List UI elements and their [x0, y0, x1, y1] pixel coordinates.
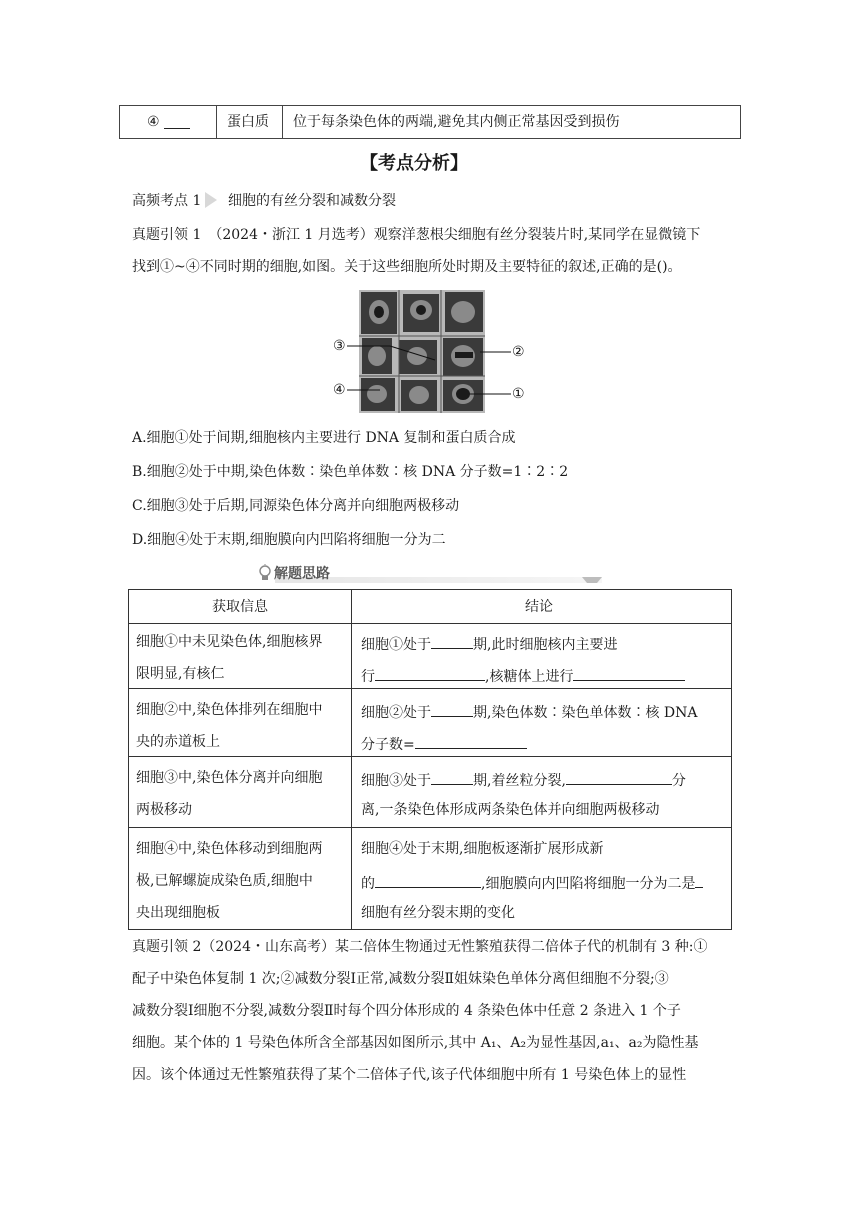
- q2-line5: 因。该个体通过无性繁殖获得了某个二倍体子代,该子代体细胞中所有 1 号染色体上的显性: [132, 1067, 687, 1083]
- row1-conclusion-line1: 细胞①处于 期,此时细胞核内主要进: [361, 632, 617, 655]
- row4-conclusion-line3: 细胞有丝分裂末期的变化: [361, 905, 515, 921]
- row2-info-line1: 细胞②中,染色体排列在细胞中: [136, 702, 323, 718]
- row4-info-line2: 极,已解螺旋成染色质,细胞中: [136, 873, 313, 889]
- kaodian-name: 细胞的有丝分裂和减数分裂: [228, 193, 396, 209]
- option-d: D.细胞④处于末期,细胞膜向内凹陷将细胞一分为二: [132, 532, 446, 548]
- header-conclusion: 结论: [525, 599, 553, 615]
- option-c: C.细胞③处于后期,同源染色体分离并向细胞两极移动: [132, 498, 460, 514]
- option-a: A.细胞①处于间期,细胞核内主要进行 DNA 复制和蛋白质合成: [132, 430, 516, 446]
- row-type: 蛋白质: [227, 114, 269, 130]
- figure-label-3: ③: [333, 338, 346, 354]
- q1-line1: 真题引领 1 （2024・浙江 1 月选考）观察洋葱根尖细胞有丝分裂装片时,某同学在显微镜下: [132, 227, 701, 243]
- figure-label-2: ②: [512, 344, 525, 360]
- kaodian-label: 高频考点 1: [132, 193, 202, 209]
- figure-pointers: [330, 335, 530, 405]
- row3-info-line1: 细胞③中,染色体分离并向细胞: [136, 770, 323, 786]
- row4-info-line3: 央出现细胞板: [136, 905, 220, 921]
- banner-text: 解题思路: [274, 566, 330, 582]
- top-table-row: [119, 105, 741, 139]
- q2-line2: 配子中染色体复制 1 次;②减数分裂Ⅰ正常,减数分裂Ⅱ姐妹染色单体分离但细胞不分裂;③: [132, 971, 669, 987]
- lightbulb-icon: [257, 564, 273, 584]
- q2-line4: 细胞。某个体的 1 号染色体所含全部基因如图所示,其中 A₁、A₂为显性基因,a₁、a₂为隐性基: [132, 1035, 699, 1051]
- row-number: ④: [147, 114, 160, 130]
- row3-conclusion-line2: 离,一条染色体形成两条染色体并向细胞两极移动: [361, 802, 660, 818]
- option-b: B.细胞②处于中期,染色体数∶染色单体数∶核 DNA 分子数=1∶2∶2: [132, 464, 569, 480]
- row3-conclusion-line1: 细胞③处于 期,着丝粒分裂, 分: [361, 768, 686, 791]
- row1-info-line2: 限明显,有核仁: [136, 666, 225, 682]
- section-title: 【考点分析】: [360, 153, 468, 174]
- cell-type: [216, 106, 283, 138]
- answer-blank: [164, 112, 190, 129]
- row4-info-line1: 细胞④中,染色体移动到细胞两: [136, 841, 323, 857]
- row3-info-line2: 两极移动: [136, 802, 192, 818]
- header-info: 获取信息: [212, 599, 268, 615]
- row2-conclusion-line2: 分子数=: [361, 732, 527, 755]
- figure-label-1: ①: [512, 386, 525, 402]
- row4-conclusion-line2: 的 ,细胞膜向内凹陷将细胞一分为二是: [361, 871, 703, 894]
- q2-line3: 减数分裂Ⅰ细胞不分裂,减数分裂Ⅱ时每个四分体形成的 4 条染色体中任意 2 条进入 1 个子: [132, 1003, 681, 1019]
- row1-conclusion-line2: 行 ,核糖体上进行: [361, 664, 685, 687]
- row-desc: 位于每条染色体的两端,避免其内侧正常基因受到损伤: [293, 114, 620, 130]
- row1-info-line1: 细胞①中未见染色体,细胞核界: [136, 634, 323, 650]
- q1-line2: 找到①~④不同时期的细胞,如图。关于这些细胞所处时期及主要特征的叙述,正确的是()。: [132, 259, 682, 275]
- solution-table: [128, 589, 732, 930]
- q2-line1: 真题引领 2（2024・山东高考）某二倍体生物通过无性繁殖获得二倍体子代的机制有 3 种:①: [132, 939, 708, 955]
- row2-conclusion-line1: 细胞②处于 期,染色体数∶染色单体数∶核 DNA: [361, 700, 698, 723]
- row4-conclusion-line1: 细胞④处于末期,细胞板逐渐扩展形成新: [361, 841, 604, 857]
- cell-number: [120, 106, 217, 138]
- figure-label-4: ④: [333, 382, 346, 398]
- arrow-marker-icon: [205, 192, 219, 208]
- row2-info-line2: 央的赤道板上: [136, 734, 220, 750]
